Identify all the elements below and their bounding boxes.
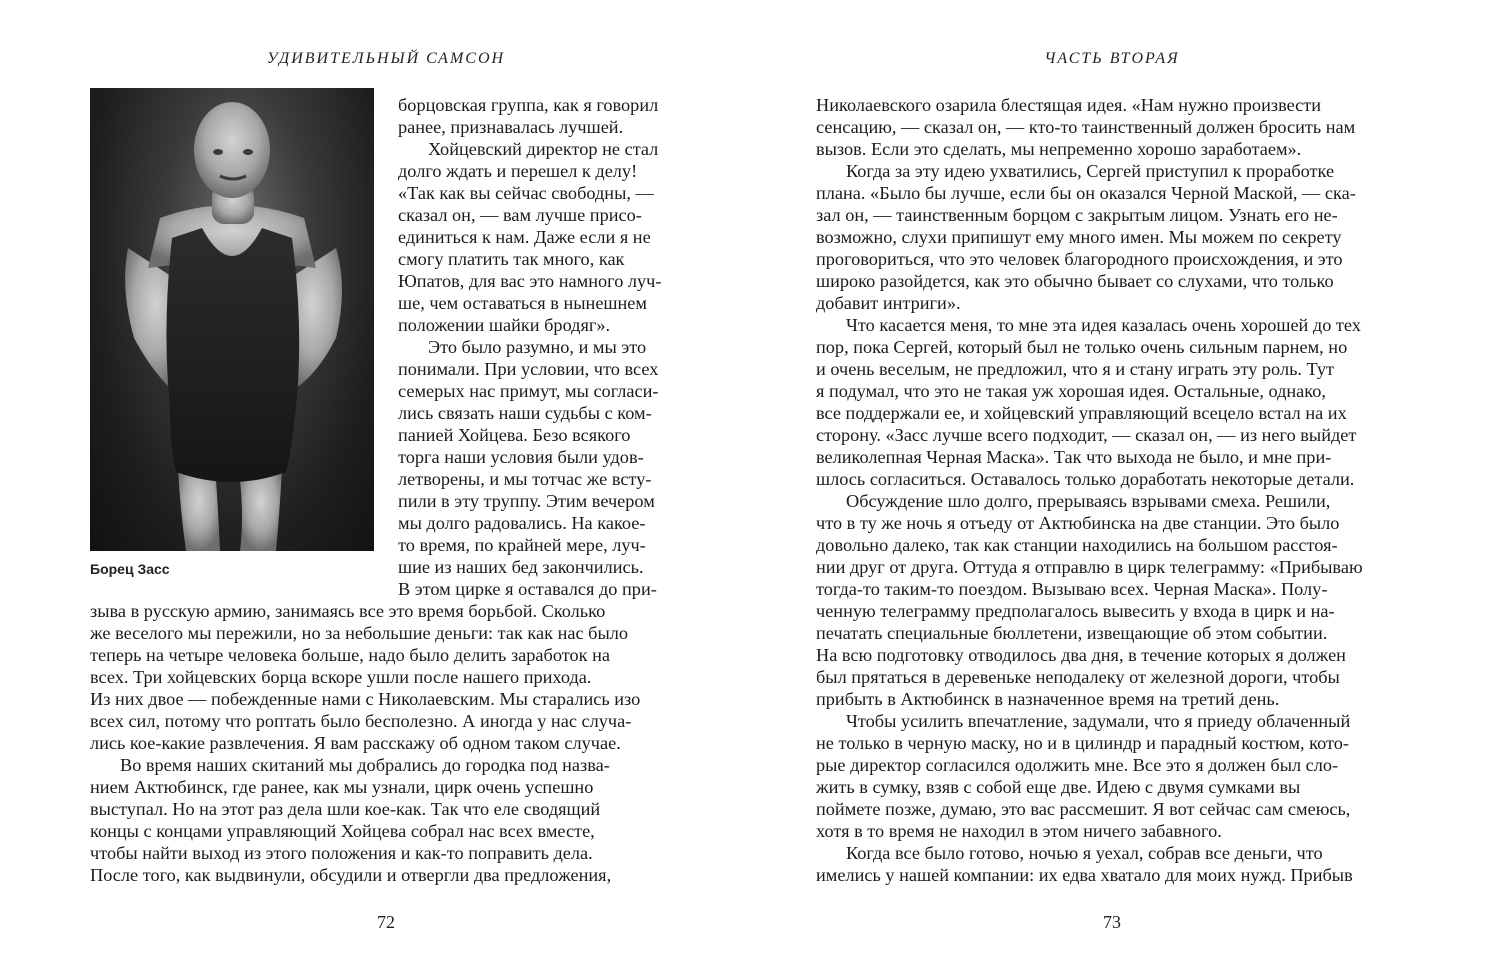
text-line: печатать специальные бюллетени, извещающие об этом событии. [816, 623, 1328, 643]
text-line: вызов. Если это сделать, мы непременно хорошо заработаем». [816, 139, 1302, 159]
text-line: понимали. При условии, что всех [398, 359, 659, 379]
text-line: шлось согласиться. Оставалось только доработать некоторые детали. [816, 469, 1355, 489]
text-line: всех сил, потому что роптать было бесполезно. А иногда у нас случа- [90, 711, 632, 731]
text-line: зыва в русскую армию, занимаясь все это время борьбой. Сколько [90, 601, 606, 621]
text-line: не только в черную маску, но и в цилиндр и парадный костюм, кото- [816, 733, 1349, 753]
text-line: Во время наших скитаний мы добрались до городка под назва- [120, 755, 610, 775]
text-line: сказал он, — вам лучше присо- [398, 205, 642, 225]
text-line: имелись у нашей компании: их едва хватало для моих нужд. Прибыв [816, 865, 1353, 885]
text-line: жить в сумку, взяв с собой еще две. Идею с двумя сумками вы [816, 777, 1301, 797]
running-head-left: УДИВИТЕЛЬНЫЙ САМСОН [266, 50, 506, 67]
text-line: концы с концами управляющий Хойцева собрал нас всех вместе, [90, 821, 595, 841]
text-line: возможно, слухи припишут ему много имен. Мы можем по секрету [816, 227, 1342, 247]
text-line: Юпатов, для вас это намного луч- [398, 271, 662, 291]
text-line: Из них двое — побежденные нами с Николаевским. Мы старались изо [90, 689, 641, 709]
text-line: нием Актюбинск, где ранее, как мы узнали, цирк очень успешно [90, 777, 594, 797]
text-line: всех. Три хойцевских борца вскоре ушли после нашего прихода. [90, 667, 592, 687]
text-line: «Так как вы сейчас свободны, — [398, 183, 654, 203]
text-line: довольно далеко, так как станции находились на большом расстоя- [816, 535, 1338, 555]
text-line: плана. «Было бы лучше, если бы он оказался Черной Маской, — ска- [816, 183, 1356, 203]
text-line: ранее, признавалась лучшей. [398, 117, 624, 137]
right-body [816, 94, 1408, 886]
text-line: ченную телеграмму предполагалось вывесить у входа в цирк и на- [816, 601, 1335, 621]
text-line: Обсуждение шло долго, прерываясь взрывами смеха. Решили, [846, 491, 1331, 511]
text-line: же веселого мы пережили, но за небольшие деньги: так как нас было [90, 623, 629, 643]
running-head-right: ЧАСТЬ ВТОРАЯ [1044, 50, 1180, 67]
text-line: шие из наших бед закончились. [398, 557, 644, 577]
text-line: единиться к нам. Даже если я не [398, 227, 651, 247]
text-line: теперь на четыре человека больше, надо было делить заработок на [90, 645, 610, 665]
text-line: все поддержали ее, и хойцевский управляющий всецело встал на их [816, 403, 1347, 423]
text-line: то время, по крайней мере, луч- [398, 535, 646, 555]
text-line: пор, пока Сергей, который был не только очень сильным парнем, но [816, 337, 1348, 357]
wrestler-photo [90, 88, 374, 551]
photo-caption: Борец Засс [90, 561, 170, 577]
text-line: я подумал, что это не такая уж хорошая идея. Остальные, однако, [816, 381, 1326, 401]
text-line: лись связать наши судьбы с ком- [398, 403, 652, 423]
text-line: зал он, — таинственным борцом с закрытым лицом. Узнать его не- [816, 205, 1338, 225]
page-number-right: 73 [1103, 912, 1121, 932]
text-line: летворены, и мы тотчас же всту- [398, 469, 652, 489]
text-line: положении шайки бродяг». [398, 315, 611, 335]
text-line: прибыть в Актюбинск в назначенное время на третий день. [816, 689, 1280, 709]
text-line: Когда все было готово, ночью я уехал, собрав все деньги, что [846, 843, 1323, 863]
text-line: выступал. Но на этот раз дела шли кое-как. Так что еле сводящий [90, 799, 601, 819]
text-line: сторону. «Засс лучше всего подходит, — сказал он, — из него выйдет [816, 425, 1357, 445]
text-line: ше, чем оставаться в нынешнем [398, 293, 647, 313]
text-line: широко разойдется, как это обычно бывает со слухами, что только [816, 271, 1334, 291]
text-line: нии друг от друга. Оттуда я отправлю в цирк телеграмму: «Прибываю [816, 557, 1363, 577]
text-line: торга наши условия были удов- [398, 447, 644, 467]
left-body-full [90, 600, 682, 886]
text-line: Когда за эту идею ухватились, Сергей приступил к проработке [846, 161, 1335, 181]
text-line: проговориться, что это человек благородного происхождения, и это [816, 249, 1343, 269]
text-line: лись кое-какие развлечения. Я вам расскажу об одном таком случае. [90, 733, 621, 753]
text-line: борцовская группа, как я говорил [398, 95, 659, 115]
text-line: Николаевского озарила блестящая идея. «Нам нужно произвести [816, 95, 1322, 115]
text-line: семерых нас примут, мы согласи- [398, 381, 659, 401]
text-line: пили в эту труппу. Этим вечером [398, 491, 655, 511]
page-number-left: 72 [377, 912, 395, 932]
text-line: панией Хойцева. Безо всякого [398, 425, 631, 445]
text-line: великолепная Черная Маска». Так что выхода не было, и мне при- [816, 447, 1332, 467]
right-page [748, 0, 1495, 974]
left-body-narrow [398, 94, 682, 600]
text-line: чтобы найти выход из этого положения и как-то поправить дела. [90, 843, 593, 863]
text-line: поймете позже, думаю, это вас рассмешит. Я вот сейчас сам смеюсь, [816, 799, 1351, 819]
wrestler-photo-illustration [90, 88, 374, 551]
text-line: что в ту же ночь я отъеду от Актюбинска на две станции. Это было [816, 513, 1340, 533]
text-line: и очень веселым, не предложил, что я и стану играть эту роль. Тут [816, 359, 1334, 379]
text-line: добавит интриги». [816, 293, 961, 313]
text-line: Что касается меня, то мне эта идея казалась очень хорошей до тех [846, 315, 1361, 335]
text-line: Чтобы усилить впечатление, задумали, что я приеду облаченный [846, 711, 1351, 731]
text-line: В этом цирке я оставался до при- [398, 579, 657, 599]
text-line: сенсацию, — сказал он, — кто-то таинственный должен бросить нам [816, 117, 1356, 137]
text-line: Это было разумно, и мы это [428, 337, 647, 357]
text-line: На всю подготовку отводилось два дня, в течение которых я должен [816, 645, 1346, 665]
text-line: рые директор согласился одолжить мне. Все это я должен был сло- [816, 755, 1339, 775]
text-line: хотя в то время не находил в этом ничего забавного. [816, 821, 1222, 841]
text-line: тогда-то таким-то поездом. Вызываю всех. Черная Маска». Полу- [816, 579, 1328, 599]
text-line: долго ждать и перешел к делу! [398, 161, 638, 181]
text-line: был прятаться в деревеньке неподалеку от железной дороги, чтобы [816, 667, 1340, 687]
text-line: После того, как выдвинули, обсудили и отвергли два предложения, [90, 865, 612, 885]
text-line: Хойцевский директор не стал [428, 139, 659, 159]
text-line: мы долго радовались. На какое- [398, 513, 646, 533]
text-line: смогу платить так много, как [398, 249, 625, 269]
